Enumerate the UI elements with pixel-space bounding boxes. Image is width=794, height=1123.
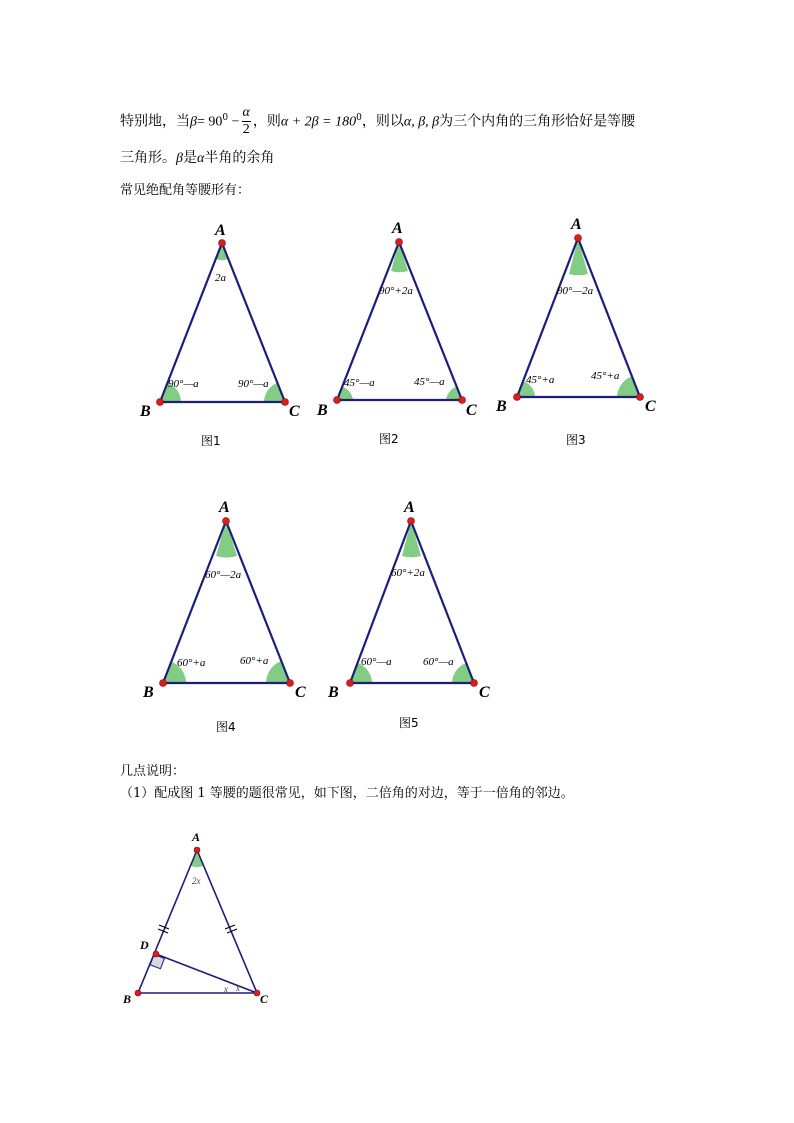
line2-a: 三角形。 (120, 150, 176, 166)
caption-figure-3: 图3 (566, 433, 586, 447)
label-b: B (328, 684, 339, 701)
vertex-b (347, 680, 354, 687)
left-angle-label: 45°+a (526, 374, 555, 386)
left-angle-label: 60°+a (177, 657, 206, 669)
label-b: B (317, 402, 328, 419)
vertex-b (514, 394, 521, 401)
vertex-b (334, 397, 341, 404)
expr-sum: α + 2β = 180 (280, 114, 357, 130)
then-text: ，则 (252, 113, 281, 130)
vertex-b (157, 399, 164, 406)
label-a: A (219, 499, 230, 516)
beta-symbol: β (190, 114, 197, 130)
line2-beta: β (176, 151, 183, 166)
label-c: C (260, 992, 269, 1006)
right-angle-label: 60°+a (240, 655, 269, 667)
top-angle-label: 60°—2a (205, 569, 242, 581)
triangle (138, 850, 257, 993)
vertex-c (471, 680, 478, 687)
figure-1 (139, 222, 300, 420)
caption-figure-2: 图2 (379, 432, 399, 446)
figure-5 (327, 499, 490, 701)
vertex-a (575, 235, 582, 242)
vertex-a (194, 847, 200, 853)
caption-figure-1: 图1 (201, 434, 221, 448)
vertex-c (459, 397, 466, 404)
vertex-a (408, 518, 415, 525)
eq-90: = 90 (196, 114, 223, 130)
right-angle-label: 45°+a (591, 370, 620, 382)
label-a: A (571, 216, 582, 233)
minus-sign: − (228, 114, 240, 130)
top-angle-label: 2x (192, 876, 201, 886)
bottom-figure (122, 830, 269, 1006)
angles-list: α, β, β (403, 114, 440, 130)
then-text-2: ，则以 (361, 113, 404, 130)
vertex-a (223, 518, 230, 525)
vertex-a (219, 240, 226, 247)
line2-b: 是 (182, 150, 197, 166)
label-b: B (496, 398, 507, 415)
vertex-d (153, 951, 159, 957)
right-angle-label: 45°—a (414, 376, 445, 388)
figure-3 (495, 216, 656, 415)
degree-sup-2: 0 (356, 112, 362, 123)
c-angle-label-2: x (236, 983, 240, 993)
label-c: C (645, 398, 656, 415)
top-angle-label: 90°+2a (379, 285, 413, 297)
note-1: （1）配成图 1 等腰的题很常见，如下图，二倍角的对边，等于一倍角的邻边。 (120, 786, 574, 801)
line2-alpha: α (196, 151, 205, 166)
label-c: C (289, 403, 300, 420)
vertex-b (160, 680, 167, 687)
left-angle-label: 90°—a (168, 378, 199, 390)
top-angle-label: 60°+2a (391, 567, 425, 579)
label-a: A (192, 830, 201, 844)
label-b: B (140, 403, 151, 420)
left-angle-label: 45°—a (344, 377, 375, 389)
alpha-over-2: $\frac{\alpha}{2}$ (242, 105, 250, 137)
caption-figure-5: 图5 (399, 716, 419, 730)
intro-prefix: 特别地，当 (120, 113, 190, 130)
vertex-c (287, 680, 294, 687)
label-a: A (392, 220, 403, 237)
caption-figure-4: 图4 (216, 720, 236, 734)
vertex-c (637, 394, 644, 401)
c-angle-label-1: x (224, 984, 228, 994)
right-angle-label: 90°—a (238, 378, 269, 390)
segment-dc (156, 954, 257, 993)
vertex-c (282, 399, 289, 406)
label-c: C (295, 684, 306, 701)
figure-4 (142, 499, 306, 701)
label-a: A (215, 222, 226, 239)
line2-c: 半角的余角 (204, 150, 275, 166)
label-d: D (140, 938, 149, 952)
section-title: 常见绝配角等腰形有： (120, 183, 251, 198)
figure-2 (316, 220, 477, 419)
label-a: A (404, 499, 415, 516)
left-angle-label: 60°—a (361, 656, 392, 668)
top-angle-label: 90°—2a (557, 285, 594, 297)
label-b: B (123, 992, 132, 1006)
notes-title: 几点说明： (120, 764, 186, 779)
label-b: B (143, 684, 154, 701)
top-angle-label: 2a (215, 272, 226, 284)
label-c: C (466, 402, 477, 419)
label-c: C (479, 684, 490, 701)
vertex-a (396, 239, 403, 246)
intro-suffix: 为三个内角的三角形恰好是等腰 (439, 113, 636, 130)
right-angle-label: 60°—a (423, 656, 454, 668)
degree-sup: 0 (222, 112, 229, 123)
vertex-b (135, 990, 141, 996)
